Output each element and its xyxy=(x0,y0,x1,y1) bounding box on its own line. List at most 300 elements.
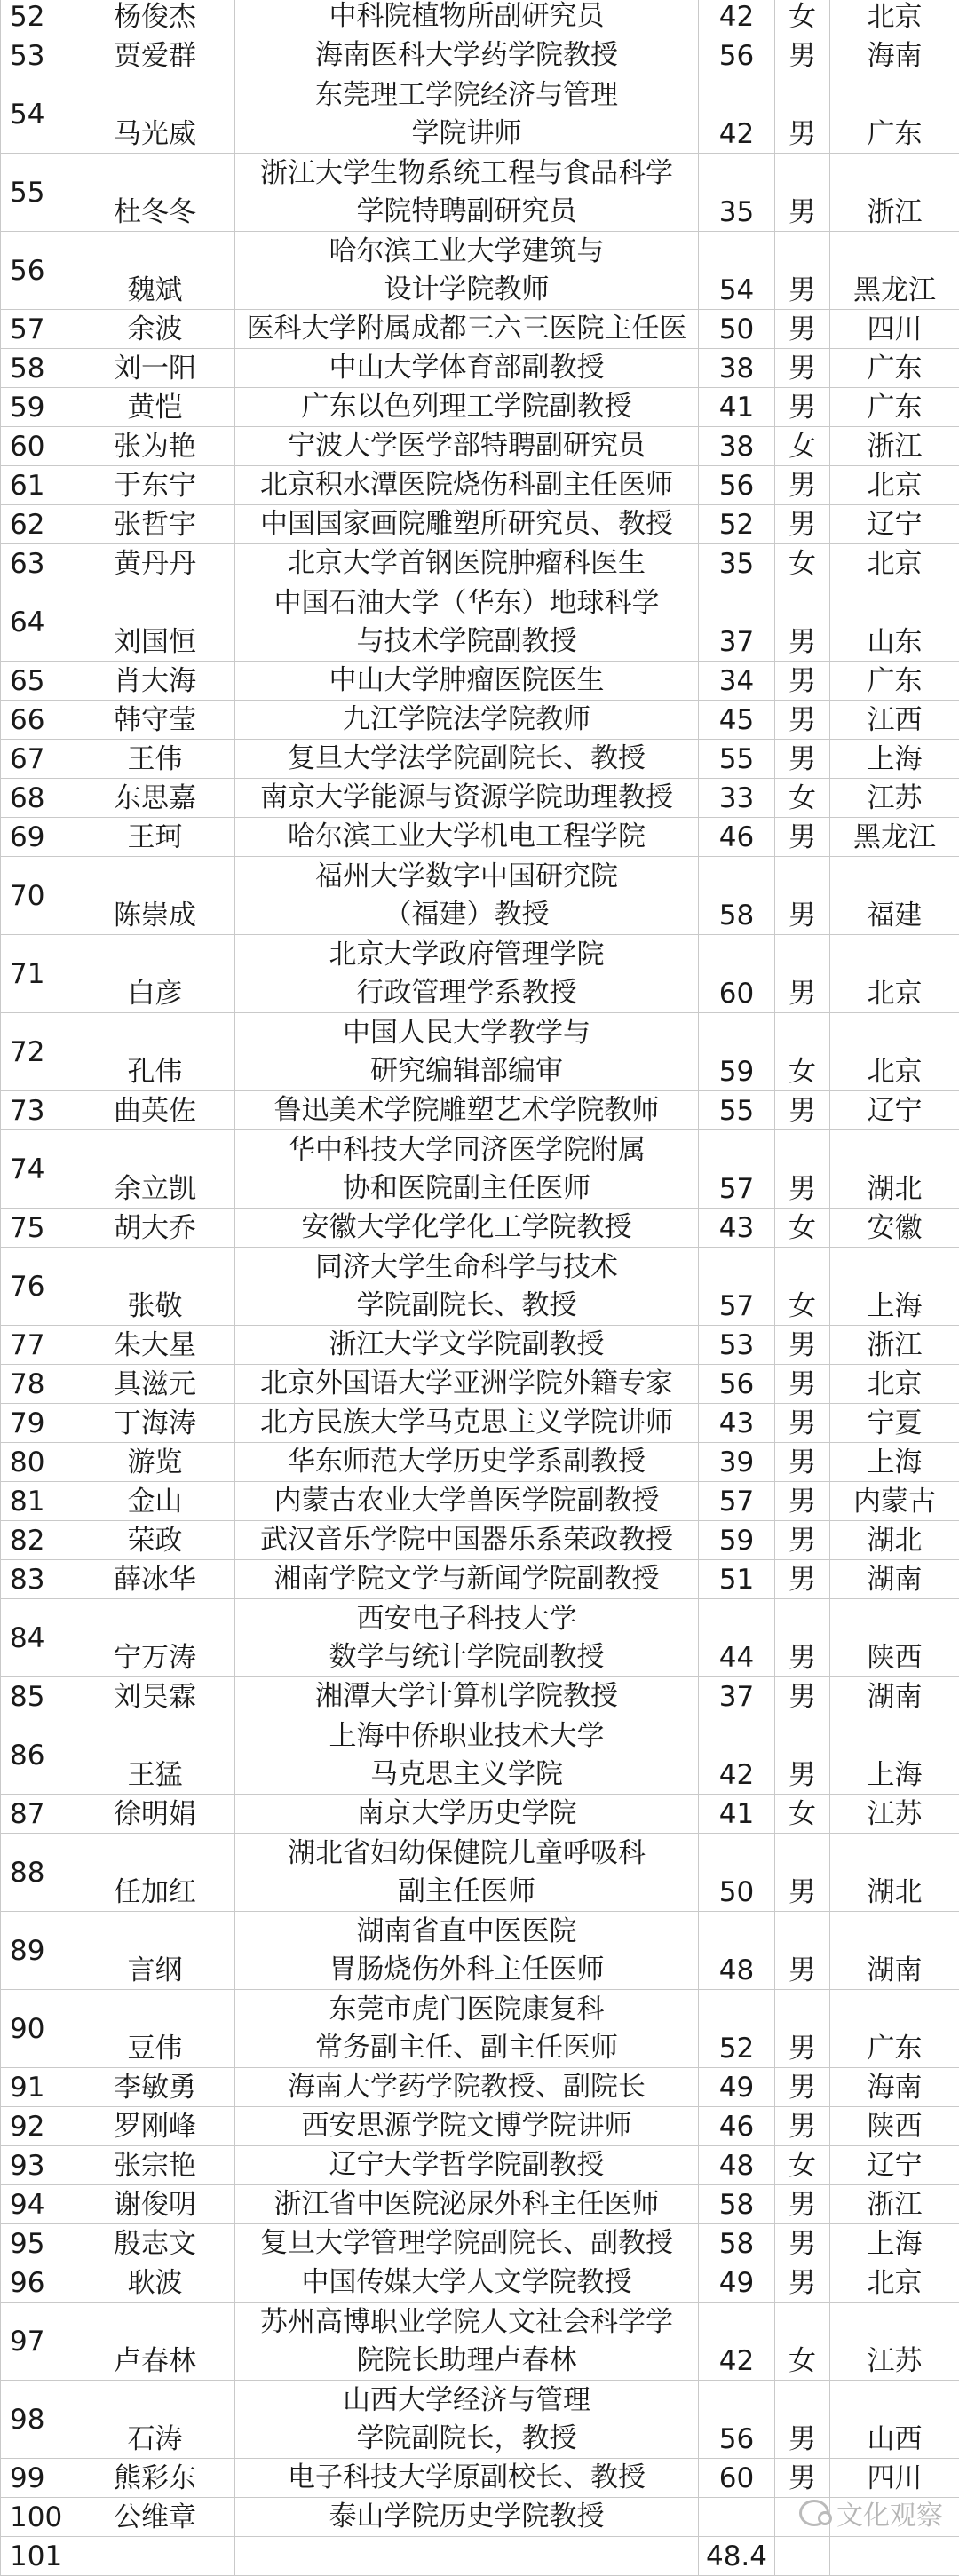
province: 北京 xyxy=(830,2263,959,2303)
sex: 男 xyxy=(775,2263,830,2303)
row-number: 77 xyxy=(1,1326,75,1365)
table-row xyxy=(1,0,959,36)
age: 56 xyxy=(699,466,775,505)
person-name: 张哲宇 xyxy=(75,505,235,544)
province: 北京 xyxy=(830,1365,959,1404)
affiliation-line: 中国国家画院雕塑所研究员、教授 xyxy=(235,505,698,543)
sex: 男 xyxy=(775,1326,830,1365)
table-row xyxy=(1,2224,959,2263)
row-number: 67 xyxy=(1,740,75,779)
affiliation xyxy=(235,1716,699,1795)
person-name: 熊彩东 xyxy=(75,2459,235,2498)
affiliation xyxy=(235,1560,699,1599)
age: 49 xyxy=(699,2068,775,2107)
affiliation xyxy=(235,1443,699,1482)
province: 辽宁 xyxy=(830,505,959,544)
age: 42 xyxy=(699,75,775,154)
row-number: 76 xyxy=(1,1248,75,1326)
table-row xyxy=(1,1677,959,1716)
row-number: 86 xyxy=(1,1716,75,1795)
affiliation xyxy=(235,818,699,857)
age: 41 xyxy=(699,388,775,427)
affiliation xyxy=(235,857,699,935)
person-name: 余波 xyxy=(75,310,235,349)
affiliation-line: 电子科技大学原副校长、教授 xyxy=(235,2459,698,2497)
province: 上海 xyxy=(830,1248,959,1326)
table-row xyxy=(1,1521,959,1560)
affiliation xyxy=(235,1209,699,1248)
age: 58 xyxy=(699,2224,775,2263)
row-number: 85 xyxy=(1,1677,75,1716)
province: 湖北 xyxy=(830,1130,959,1209)
affiliation xyxy=(235,2146,699,2185)
sex: 女 xyxy=(775,544,830,583)
sex: 男 xyxy=(775,232,830,310)
affiliation-line: 北京大学政府管理学院 xyxy=(235,936,698,974)
province: 北京 xyxy=(830,466,959,505)
table-row xyxy=(1,349,959,388)
affiliation xyxy=(235,2185,699,2224)
row-number: 66 xyxy=(1,701,75,740)
row-number: 101 xyxy=(1,2537,75,2576)
affiliation-line: 中科院植物所副研究员 xyxy=(235,0,698,36)
table-row xyxy=(1,2146,959,2185)
row-number: 82 xyxy=(1,1521,75,1560)
province: 山西 xyxy=(830,2381,959,2459)
affiliation-line: 上海中侨职业技术大学 xyxy=(235,1717,698,1756)
sex: 男 xyxy=(775,1677,830,1716)
affiliation-line: 副主任医师 xyxy=(235,1873,698,1911)
sex: 男 xyxy=(775,1130,830,1209)
row-number: 100 xyxy=(1,2498,75,2537)
age: 50 xyxy=(699,310,775,349)
affiliation xyxy=(235,1248,699,1326)
sex: 男 xyxy=(775,310,830,349)
table-row xyxy=(1,1795,959,1834)
age xyxy=(699,2498,775,2537)
age: 48.4 xyxy=(699,2537,775,2576)
province: 北京 xyxy=(830,935,959,1013)
sex: 男 xyxy=(775,466,830,505)
table-row xyxy=(1,1443,959,1482)
person-name: 耿波 xyxy=(75,2263,235,2303)
province: 广东 xyxy=(830,1990,959,2068)
row-number: 98 xyxy=(1,2381,75,2459)
table-row xyxy=(1,1404,959,1443)
row-number: 78 xyxy=(1,1365,75,1404)
row-number: 83 xyxy=(1,1560,75,1599)
sex: 男 xyxy=(775,1443,830,1482)
person-name: 韩守莹 xyxy=(75,701,235,740)
row-number: 64 xyxy=(1,583,75,662)
table-row xyxy=(1,1091,959,1130)
person-name: 宁万涛 xyxy=(75,1599,235,1677)
affiliation-line: 与技术学院副教授 xyxy=(235,622,698,661)
affiliation-line: 哈尔滨工业大学机电工程学院 xyxy=(235,818,698,856)
age: 41 xyxy=(699,1795,775,1834)
table-row xyxy=(1,1248,959,1326)
table-row xyxy=(1,2537,959,2576)
person-name: 殷志文 xyxy=(75,2224,235,2263)
row-number: 55 xyxy=(1,154,75,232)
age: 57 xyxy=(699,1130,775,1209)
table-row xyxy=(1,1013,959,1091)
sex: 男 xyxy=(775,662,830,701)
affiliation xyxy=(235,466,699,505)
province: 上海 xyxy=(830,2224,959,2263)
sex: 男 xyxy=(775,1091,830,1130)
row-number: 56 xyxy=(1,232,75,310)
province: 福建 xyxy=(830,857,959,935)
table-row xyxy=(1,2381,959,2459)
table-row xyxy=(1,857,959,935)
person-name: 张敬 xyxy=(75,1248,235,1326)
affiliation xyxy=(235,36,699,75)
affiliation-line: 海南医科大学药学院教授 xyxy=(235,36,698,75)
row-number: 60 xyxy=(1,427,75,466)
person-name: 魏斌 xyxy=(75,232,235,310)
person-name xyxy=(75,2537,235,2576)
person-name: 刘昊霖 xyxy=(75,1677,235,1716)
person-name: 黄恺 xyxy=(75,388,235,427)
sex: 女 xyxy=(775,1248,830,1326)
age: 57 xyxy=(699,1248,775,1326)
affiliation-line: 辽宁大学哲学院副教授 xyxy=(235,2146,698,2184)
affiliation xyxy=(235,701,699,740)
person-name: 言纲 xyxy=(75,1912,235,1990)
province: 上海 xyxy=(830,1443,959,1482)
row-number: 69 xyxy=(1,818,75,857)
affiliation-line: 中国石油大学（华东）地球科学 xyxy=(235,584,698,622)
person-name: 王猛 xyxy=(75,1716,235,1795)
table-row xyxy=(1,2107,959,2146)
affiliation-line: 浙江大学文学院副教授 xyxy=(235,1326,698,1364)
affiliation xyxy=(235,583,699,662)
age: 58 xyxy=(699,2185,775,2224)
row-number: 91 xyxy=(1,2068,75,2107)
affiliation-line: 南京大学能源与资源学院助理教授 xyxy=(235,779,698,817)
row-number: 57 xyxy=(1,310,75,349)
province: 北京 xyxy=(830,544,959,583)
age: 34 xyxy=(699,662,775,701)
age: 46 xyxy=(699,2107,775,2146)
row-number: 79 xyxy=(1,1404,75,1443)
sex: 男 xyxy=(775,2224,830,2263)
affiliation xyxy=(235,2537,699,2576)
sex: 女 xyxy=(775,2146,830,2185)
table-row xyxy=(1,505,959,544)
province: 广东 xyxy=(830,75,959,154)
affiliation xyxy=(235,1404,699,1443)
person-name: 张宗艳 xyxy=(75,2146,235,2185)
affiliation xyxy=(235,1834,699,1912)
age: 37 xyxy=(699,583,775,662)
age: 55 xyxy=(699,1091,775,1130)
affiliation-line: 研究编辑部编审 xyxy=(235,1052,698,1090)
row-number: 62 xyxy=(1,505,75,544)
affiliation xyxy=(235,2459,699,2498)
row-number: 68 xyxy=(1,779,75,818)
affiliation xyxy=(235,1091,699,1130)
person-name: 李敏勇 xyxy=(75,2068,235,2107)
age: 38 xyxy=(699,427,775,466)
row-number: 53 xyxy=(1,36,75,75)
sex: 男 xyxy=(775,2381,830,2459)
row-number: 63 xyxy=(1,544,75,583)
affiliation xyxy=(235,2498,699,2537)
person-name: 黄丹丹 xyxy=(75,544,235,583)
person-name: 游览 xyxy=(75,1443,235,1482)
affiliation xyxy=(235,1013,699,1091)
affiliation-line: 中国人民大学教学与 xyxy=(235,1014,698,1052)
age: 45 xyxy=(699,701,775,740)
affiliation-line: 湘南学院文学与新闻学院副教授 xyxy=(235,1560,698,1598)
age: 51 xyxy=(699,1560,775,1599)
row-number: 80 xyxy=(1,1443,75,1482)
affiliation-line: 东莞理工学院经济与管理 xyxy=(235,76,698,115)
province: 四川 xyxy=(830,310,959,349)
affiliation xyxy=(235,349,699,388)
person-name: 朱大星 xyxy=(75,1326,235,1365)
affiliation xyxy=(235,1912,699,1990)
table-row xyxy=(1,1834,959,1912)
sex: 男 xyxy=(775,388,830,427)
affiliation xyxy=(235,1365,699,1404)
affiliation-line: 马克思主义学院 xyxy=(235,1756,698,1794)
table-row xyxy=(1,1990,959,2068)
person-name: 刘国恒 xyxy=(75,583,235,662)
person-name: 豆伟 xyxy=(75,1990,235,2068)
person-name: 杜冬冬 xyxy=(75,154,235,232)
sex: 女 xyxy=(775,2303,830,2381)
affiliation-line: 华东师范大学历史学系副教授 xyxy=(235,1443,698,1481)
age: 46 xyxy=(699,818,775,857)
affiliation xyxy=(235,1521,699,1560)
person-name: 胡大乔 xyxy=(75,1209,235,1248)
row-number: 93 xyxy=(1,2146,75,2185)
person-name: 罗刚峰 xyxy=(75,2107,235,2146)
person-name: 石涛 xyxy=(75,2381,235,2459)
table-row xyxy=(1,154,959,232)
affiliation xyxy=(235,1326,699,1365)
affiliation-line: 南京大学历史学院 xyxy=(235,1795,698,1833)
age: 48 xyxy=(699,2146,775,2185)
table-row xyxy=(1,1365,959,1404)
sex: 男 xyxy=(775,36,830,75)
affiliation xyxy=(235,310,699,349)
age: 52 xyxy=(699,505,775,544)
affiliation xyxy=(235,662,699,701)
affiliation-line: 内蒙古农业大学兽医学院副教授 xyxy=(235,1482,698,1520)
age: 42 xyxy=(699,0,775,36)
sex: 男 xyxy=(775,505,830,544)
row-number: 73 xyxy=(1,1091,75,1130)
affiliation-line: 中山大学肿瘤医院医生 xyxy=(235,662,698,700)
row-number: 59 xyxy=(1,388,75,427)
affiliation xyxy=(235,2381,699,2459)
person-name: 张为艳 xyxy=(75,427,235,466)
sex: 男 xyxy=(775,1990,830,2068)
table-row xyxy=(1,427,959,466)
affiliation-line: 学院特聘副研究员 xyxy=(235,193,698,231)
affiliation-line: 院院长助理卢春林 xyxy=(235,2342,698,2380)
sex: 男 xyxy=(775,857,830,935)
affiliation-line: 行政管理学系教授 xyxy=(235,974,698,1012)
province: 浙江 xyxy=(830,1326,959,1365)
person-name: 东思嘉 xyxy=(75,779,235,818)
affiliation-line: 数学与统计学院副教授 xyxy=(235,1638,698,1676)
age: 38 xyxy=(699,349,775,388)
sex: 男 xyxy=(775,1482,830,1521)
age: 59 xyxy=(699,1013,775,1091)
province: 黑龙江 xyxy=(830,818,959,857)
affiliation-line: （福建）教授 xyxy=(235,896,698,934)
age: 49 xyxy=(699,2263,775,2303)
table-row xyxy=(1,466,959,505)
person-name: 余立凯 xyxy=(75,1130,235,1209)
sex: 男 xyxy=(775,583,830,662)
province: 内蒙古 xyxy=(830,1482,959,1521)
affiliation-line: 安徽大学化学化工学院教授 xyxy=(235,1209,698,1247)
province: 北京 xyxy=(830,1013,959,1091)
age: 58 xyxy=(699,857,775,935)
age: 42 xyxy=(699,1716,775,1795)
table-row xyxy=(1,662,959,701)
age: 42 xyxy=(699,2303,775,2381)
affiliation-line: 西安电子科技大学 xyxy=(235,1600,698,1638)
sex: 男 xyxy=(775,1599,830,1677)
province: 海南 xyxy=(830,36,959,75)
person-name: 杨俊杰 xyxy=(75,0,235,36)
row-number: 94 xyxy=(1,2185,75,2224)
province: 浙江 xyxy=(830,154,959,232)
row-number: 92 xyxy=(1,2107,75,2146)
age: 35 xyxy=(699,154,775,232)
affiliation-line: 广东以色列理工学院副教授 xyxy=(235,388,698,426)
province: 江苏 xyxy=(830,2303,959,2381)
province: 辽宁 xyxy=(830,1091,959,1130)
affiliation xyxy=(235,75,699,154)
province: 辽宁 xyxy=(830,2146,959,2185)
sex: 男 xyxy=(775,154,830,232)
affiliation-line: 复旦大学管理学院副院长、副教授 xyxy=(235,2224,698,2263)
age: 60 xyxy=(699,2459,775,2498)
province: 湖南 xyxy=(830,1912,959,1990)
table-row xyxy=(1,2459,959,2498)
sex: 男 xyxy=(775,1560,830,1599)
age: 50 xyxy=(699,1834,775,1912)
age: 39 xyxy=(699,1443,775,1482)
province: 广东 xyxy=(830,388,959,427)
sex: 男 xyxy=(775,1834,830,1912)
row-number: 54 xyxy=(1,75,75,154)
person-name: 具滋元 xyxy=(75,1365,235,1404)
province: 山东 xyxy=(830,583,959,662)
sex: 男 xyxy=(775,1912,830,1990)
row-number: 72 xyxy=(1,1013,75,1091)
person-name: 孔伟 xyxy=(75,1013,235,1091)
table-row xyxy=(1,583,959,662)
row-number: 89 xyxy=(1,1912,75,1990)
province: 安徽 xyxy=(830,1209,959,1248)
person-name: 贾爱群 xyxy=(75,36,235,75)
affiliation xyxy=(235,2107,699,2146)
affiliation-line: 福州大学数字中国研究院 xyxy=(235,858,698,896)
affiliation xyxy=(235,740,699,779)
affiliation xyxy=(235,1990,699,2068)
person-name: 刘一阳 xyxy=(75,349,235,388)
row-number: 70 xyxy=(1,857,75,935)
affiliation-line: 浙江大学生物系统工程与食品科学 xyxy=(235,155,698,193)
sex: 女 xyxy=(775,427,830,466)
row-number: 90 xyxy=(1,1990,75,2068)
row-number: 75 xyxy=(1,1209,75,1248)
age: 60 xyxy=(699,935,775,1013)
row-number: 88 xyxy=(1,1834,75,1912)
person-name: 公维章 xyxy=(75,2498,235,2537)
sex: 女 xyxy=(775,1209,830,1248)
affiliation-line: 学院副院长、教授 xyxy=(235,1287,698,1325)
affiliation-line: 复旦大学法学院副院长、教授 xyxy=(235,740,698,778)
province: 上海 xyxy=(830,740,959,779)
affiliation-line: 湖北省妇幼保健院儿童呼吸科 xyxy=(235,1835,698,1873)
sex: 男 xyxy=(775,1404,830,1443)
sex: 女 xyxy=(775,0,830,36)
affiliation-line: 北京外国语大学亚洲学院外籍专家 xyxy=(235,1365,698,1403)
age: 37 xyxy=(699,1677,775,1716)
row-number: 97 xyxy=(1,2303,75,2381)
affiliation-line: 北京大学首钢医院肿瘤科医生 xyxy=(235,544,698,583)
watermark xyxy=(799,2493,943,2532)
row-number: 58 xyxy=(1,349,75,388)
affiliation xyxy=(235,2224,699,2263)
province: 广东 xyxy=(830,349,959,388)
person-name: 肖大海 xyxy=(75,662,235,701)
row-number: 65 xyxy=(1,662,75,701)
affiliation xyxy=(235,505,699,544)
affiliation-line: 东莞市虎门医院康复科 xyxy=(235,1991,698,2029)
table-row xyxy=(1,310,959,349)
province: 湖北 xyxy=(830,1521,959,1560)
person-name: 曲英佐 xyxy=(75,1091,235,1130)
province: 江苏 xyxy=(830,1795,959,1834)
affiliation-line: 中国传媒大学人文学院教授 xyxy=(235,2263,698,2302)
province: 江西 xyxy=(830,701,959,740)
province: 江苏 xyxy=(830,779,959,818)
sex: 男 xyxy=(775,935,830,1013)
affiliation-line: 泰山学院历史学院教授 xyxy=(235,2498,698,2536)
affiliation xyxy=(235,2068,699,2107)
affiliation-line: 武汉音乐学院中国器乐系荣政教授 xyxy=(235,1521,698,1559)
affiliation-line: 华中科技大学同济医学院附属 xyxy=(235,1131,698,1169)
affiliation xyxy=(235,2303,699,2381)
table-row xyxy=(1,740,959,779)
affiliation-line: 鲁迅美术学院雕塑艺术学院教师 xyxy=(235,1091,698,1129)
province: 浙江 xyxy=(830,2185,959,2224)
person-name: 任加红 xyxy=(75,1834,235,1912)
affiliation-line: 学院副院长，教授 xyxy=(235,2420,698,2458)
table-row xyxy=(1,1130,959,1209)
person-name: 马光威 xyxy=(75,75,235,154)
table-row xyxy=(1,935,959,1013)
table-row xyxy=(1,36,959,75)
province: 四川 xyxy=(830,2459,959,2498)
sex: 男 xyxy=(775,1365,830,1404)
affiliation xyxy=(235,1599,699,1677)
province: 上海 xyxy=(830,1716,959,1795)
row-number: 99 xyxy=(1,2459,75,2498)
sex: 男 xyxy=(775,740,830,779)
